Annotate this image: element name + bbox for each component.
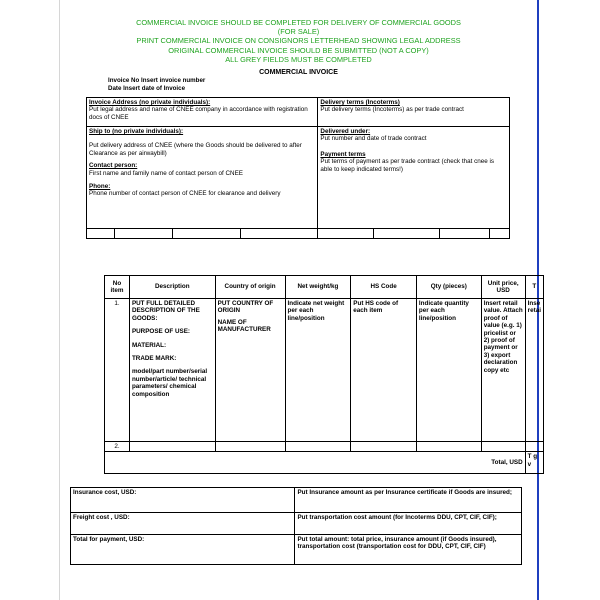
hs-code-cell[interactable]: Put HS code of each item (351, 299, 417, 442)
empty-cell (440, 229, 490, 239)
empty-cell (374, 229, 440, 239)
empty-cell[interactable] (285, 442, 351, 452)
empty-cell (87, 229, 115, 239)
description-text: PUT FULL DETAILED DESCRIPTION OF THE GOODS: (131, 300, 200, 322)
insurance-cost-label: Insurance cost, USD: (71, 488, 295, 513)
country-text: PUT COUNTRY OF ORIGIN (217, 300, 274, 315)
header-unit-price: Unit price, USD (481, 276, 525, 299)
empty-cell[interactable] (525, 442, 543, 452)
header-country-of-origin: Country of origin (215, 276, 285, 299)
notice-line: ORIGINAL COMMERCIAL INVOICE SHOULD BE SUBMITTED (NOT A COPY) (168, 45, 429, 55)
empty-cell[interactable] (351, 442, 417, 452)
unit-price-cell[interactable]: Insert retail value. Attach proof of value (e.g. 1) pricelist or 2) proof of payment or 3) export declaration copy etc (481, 299, 525, 442)
country-cell[interactable] (215, 299, 285, 442)
header-qty: Qty (pieces) (416, 276, 481, 299)
empty-cell (318, 229, 374, 239)
description-text: PURPOSE OF USE: (131, 328, 191, 336)
ship-to-text: Put delivery address of CNEE (where the Goods should be delivered to after Clearance as per airwaybill) (89, 142, 302, 157)
invoice-date-field[interactable]: Date Insert date of Invoice (108, 85, 186, 92)
costs-table (70, 487, 522, 565)
ship-to-cell[interactable] (87, 127, 318, 229)
empty-cell[interactable] (215, 442, 285, 452)
row-number: 1. (105, 299, 130, 442)
invoice-number-field[interactable]: Invoice No Insert invoice number (108, 77, 206, 84)
delivery-terms-cell[interactable] (318, 98, 510, 127)
empty-cell (172, 229, 240, 239)
delivered-under-cell[interactable] (318, 127, 510, 229)
invoice-page (59, 0, 539, 600)
delivered-under-text: Put number and date of trade contract (320, 135, 427, 143)
ship-to-label: Ship to (no private individuals): (89, 128, 184, 135)
empty-cell (489, 229, 509, 239)
insurance-cost-value[interactable]: Put Insurance amount as per Insurance certificate if Goods are insured; (295, 488, 522, 513)
empty-cell (114, 229, 172, 239)
net-weight-cell[interactable]: Indicate net weight per each line/position (285, 299, 351, 442)
total-payment-value[interactable]: Put total amount: total price, insurance amount (if Goods insured), transportation cost (transportation cost for DDU, CPT, CIF, CIF) (295, 535, 522, 565)
parties-table (86, 97, 510, 239)
header-total: T (525, 276, 543, 299)
manufacturer-text: NAME OF MANUFACTURER (217, 318, 271, 334)
notice-line: (FOR SALE) (277, 27, 320, 37)
total-payment-label: Total for payment, USD: (71, 535, 295, 565)
description-text: model/part number/serial number/article/ technical parameters/ chemical composition (131, 368, 208, 398)
empty-cell[interactable] (416, 442, 481, 452)
document-title: COMMERCIAL INVOICE (259, 69, 338, 76)
invoice-address-text: Put legal address and name of CNEE company in accordance with registration docs of CNEE (89, 106, 308, 121)
payment-terms-label: Payment terms (320, 150, 366, 158)
cost-row (71, 513, 522, 535)
cost-row (71, 488, 522, 513)
description-text: MATERIAL: (131, 341, 167, 349)
qty-cell[interactable]: Indicate quantity per each line/position (416, 299, 481, 442)
table-row (105, 442, 544, 452)
goods-table (104, 275, 544, 474)
description-text: TRADE MARK: (131, 355, 177, 363)
empty-cell[interactable] (129, 442, 215, 452)
total-usd-value[interactable]: T g v (525, 452, 543, 474)
notice-line: PRINT COMMERCIAL INVOICE ON CONSIGNORS LETTERHEAD SHOWING LEGAL ADDRESS (136, 36, 461, 46)
description-cell[interactable] (129, 299, 215, 442)
phone-text: Phone number of contact person of CNEE for clearance and delivery (89, 190, 281, 198)
contact-person-text: First name and family name of contact person of CNEE (89, 169, 243, 177)
cost-row (71, 535, 522, 565)
header-description: Description (129, 276, 215, 299)
phone-label: Phone: (89, 183, 111, 191)
delivery-terms-text: Put delivery terms (Incoterms) as per trade contract (320, 106, 464, 114)
empty-cell (240, 229, 318, 239)
instructions-notice (60, 18, 537, 64)
table-row (105, 299, 544, 442)
invoice-address-cell[interactable] (87, 98, 318, 127)
row-number: 2. (105, 442, 130, 452)
notice-line: ALL GREY FIELDS MUST BE COMPLETED (225, 54, 372, 64)
payment-terms-text: Put terms of payment as per trade contract (check that cnee is able to keep indicated terms!) (320, 158, 495, 173)
total-cell[interactable]: Inse retai (525, 299, 543, 442)
delivered-under-label: Delivered under: (320, 128, 371, 135)
header-net-weight: Net weight/kg (285, 276, 351, 299)
freight-cost-label: Freight cost , USD: (71, 513, 295, 535)
header-hs-code: HS Code (351, 276, 417, 299)
total-row (105, 452, 544, 474)
freight-cost-value[interactable]: Put transportation cost amount (for Incoterms DDU, CPT, CIF, CIF); (295, 513, 522, 535)
empty-cell[interactable] (481, 442, 525, 452)
invoice-meta (108, 77, 205, 93)
header-no-item: No item (105, 276, 130, 299)
total-usd-label: Total, USD (105, 452, 526, 474)
delivery-terms-label: Delivery terms (Incoterms) (320, 99, 400, 106)
invoice-address-label: Invoice Address (no private individuals): (89, 99, 211, 106)
notice-line: COMMERCIAL INVOICE SHOULD BE COMPLETED FOR DELIVERY OF COMMERCIAL GOODS (136, 18, 461, 27)
contact-person-label: Contact person: (89, 162, 138, 170)
